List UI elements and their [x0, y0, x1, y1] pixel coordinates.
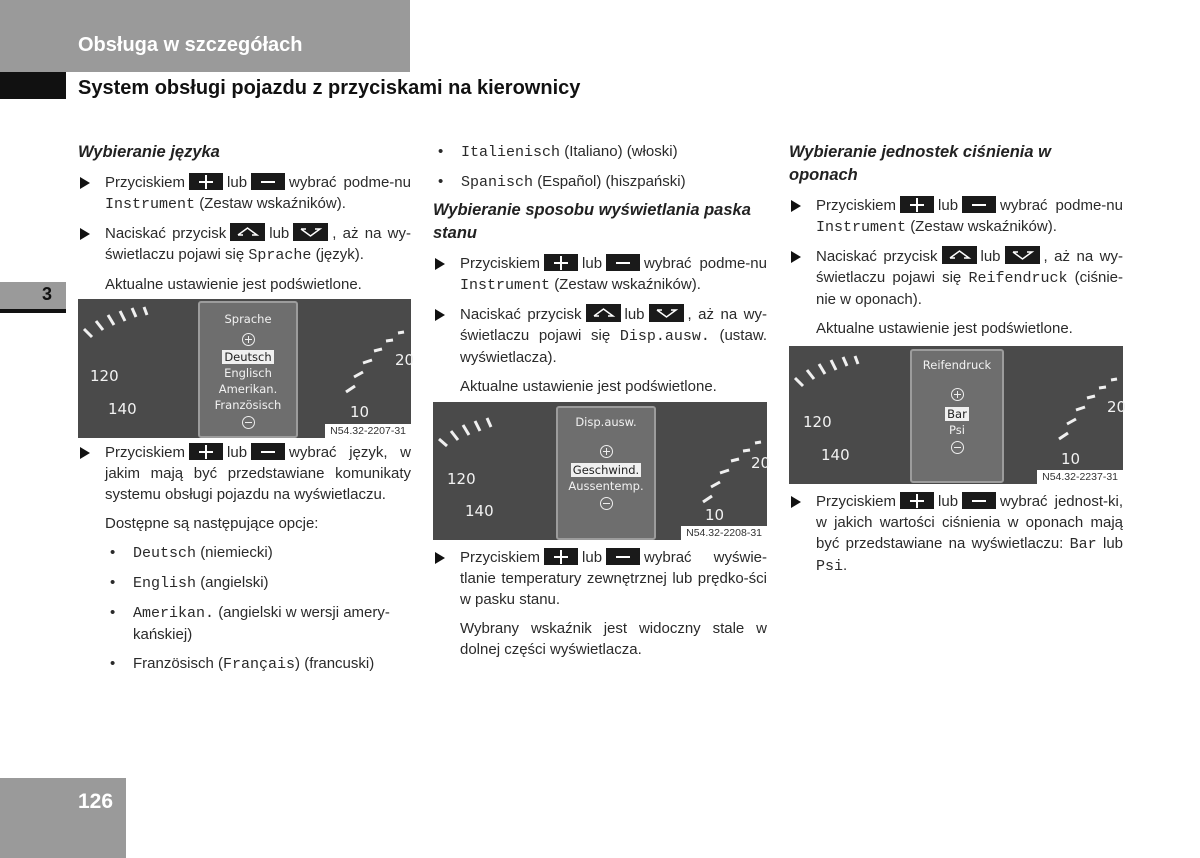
page-title: System obsługi pojazdu z przyciskami na kierownicy: [78, 77, 581, 99]
minus-key-icon: [962, 492, 996, 509]
heading-status-bar: Wybieranie sposobu wyświetlania paska stanu: [433, 201, 751, 242]
figure-code: N54.32-2237-31: [1037, 470, 1123, 484]
column-language-cont: [78, 442, 411, 675]
up-key-icon: [586, 304, 621, 322]
plus-circle-icon: [242, 333, 255, 346]
plus-key-icon: [544, 548, 578, 565]
step-select-language: Przyciskiem lub wybrać język, w jakim mają być przedstawiane komunikaty systemu obsługi pojazdu na wyświetlaczu.: [78, 442, 411, 505]
figure-status-display: 120 140 20 10 Disp.ausw. Geschwind. Aussentemp. N54.32-2208-31: [433, 402, 767, 540]
header-accent-bar: [0, 72, 66, 99]
minus-key-icon: [251, 443, 285, 460]
display-panel: Sprache Deutsch Englisch Amerikan. Französisch: [198, 301, 298, 438]
list-item: • Deutsch (niemiecki): [110, 544, 273, 562]
triangle-bullet-icon: [80, 228, 90, 240]
step-press-arrows: Naciskać przycisk lub , aż na wy-świetlaczu pojawi się Reifendruck (ciśnie-nie w oponach).: [789, 246, 1123, 310]
minus-key-icon: [251, 173, 285, 190]
triangle-bullet-icon: [435, 309, 445, 321]
column-status-bar: [433, 141, 767, 397]
plus-circle-icon: [951, 388, 964, 401]
note-visible: Wybrany wskaźnik jest widoczny stale w dolnej części wyświetlacza.: [460, 620, 767, 658]
triangle-bullet-icon: [791, 251, 801, 263]
step-select-unit: Przyciskiem lub wybrać jednost-ki, w jakich wartości ciśnienia w oponach mają być przedstawiane na wyświetlaczu: Bar lub Psi.: [789, 491, 1123, 577]
plus-key-icon: [544, 254, 578, 271]
down-key-icon: [293, 223, 328, 241]
triangle-bullet-icon: [80, 447, 90, 459]
page-number: 126: [78, 790, 114, 813]
step-select-indicator: Przyciskiem lub wybrać wyświe-tlanie temperatury zewnętrznej lub prędko-ści w pasku stanu.: [433, 547, 767, 610]
down-key-icon: [1005, 246, 1040, 264]
figure-code: N54.32-2208-31: [681, 526, 767, 540]
step-select-submenu: Przyciskiem lub wybrać podme-nu Instrument (Zestaw wskaźników).: [78, 172, 411, 215]
list-item: • Amerikan. (angielski w wersji amery-kańskiej): [110, 604, 390, 643]
display-panel: Disp.ausw. Geschwind. Aussentemp.: [556, 406, 656, 540]
step-press-arrows: Naciskać przycisk lub , aż na wy-świetlaczu pojawi się Sprache (język).: [78, 223, 411, 266]
minus-key-icon: [606, 254, 640, 271]
plus-key-icon: [900, 196, 934, 213]
plus-key-icon: [900, 492, 934, 509]
minus-circle-icon: [951, 441, 964, 454]
triangle-bullet-icon: [791, 496, 801, 508]
options-intro: Dostępne są następujące opcje:: [105, 515, 319, 532]
list-item: • Spanisch (Español) (hiszpański): [438, 173, 686, 191]
down-key-icon: [649, 304, 684, 322]
up-key-icon: [942, 246, 977, 264]
note-highlight: Aktualne ustawienie jest podświetlone.: [460, 378, 717, 395]
list-item: • English (angielski): [110, 574, 269, 592]
step-select-submenu: Przyciskiem lub wybrać podme-nu Instrument (Zestaw wskaźników).: [789, 195, 1123, 238]
figure-tire-display: 120 140 20 10 Reifendruck Bar Psi N54.32-2237-31: [789, 346, 1123, 484]
note-highlight: Aktualne ustawienie jest podświetlone.: [105, 276, 362, 293]
chapter-tab: [0, 282, 66, 312]
figure-language-display: 120 140 20 10 Sprache Deutsch Englisch Amerikan. Französisch N54.32-2207-31: [78, 299, 411, 438]
plus-circle-icon: [600, 445, 613, 458]
triangle-bullet-icon: [435, 258, 445, 270]
minus-circle-icon: [242, 416, 255, 429]
figure-code: N54.32-2207-31: [325, 424, 411, 438]
column-tire-pressure: [789, 141, 1123, 339]
list-item: • Französisch (Français) (francuski): [110, 655, 375, 673]
plus-key-icon: [189, 173, 223, 190]
column-status-bar-cont: [433, 547, 767, 660]
triangle-bullet-icon: [435, 552, 445, 564]
triangle-bullet-icon: [80, 177, 90, 189]
chapter-number: 3: [42, 284, 53, 304]
plus-key-icon: [189, 443, 223, 460]
minus-key-icon: [962, 196, 996, 213]
step-press-arrows: Naciskać przycisk lub , aż na wy-świetlaczu pojawi się Disp.ausw. (ustaw. wyświetlacza).: [433, 304, 767, 368]
step-select-submenu: Przyciskiem lub wybrać podme-nu Instrument (Zestaw wskaźników).: [433, 253, 767, 296]
heading-language: Wybieranie języka: [78, 143, 220, 161]
note-highlight: Aktualne ustawienie jest podświetlone.: [816, 320, 1073, 337]
display-panel: Reifendruck Bar Psi: [910, 349, 1004, 483]
column-language: [78, 141, 411, 295]
minus-circle-icon: [600, 497, 613, 510]
heading-tire-pressure: Wybieranie jednostek ciśnienia w oponach: [789, 143, 1051, 184]
section-label: Obsługa w szczegółach: [78, 34, 303, 56]
minus-key-icon: [606, 548, 640, 565]
list-item: • Italienisch (Italiano) (włoski): [438, 143, 678, 161]
column-tire-pressure-cont: [789, 491, 1123, 577]
up-key-icon: [230, 223, 265, 241]
triangle-bullet-icon: [791, 200, 801, 212]
